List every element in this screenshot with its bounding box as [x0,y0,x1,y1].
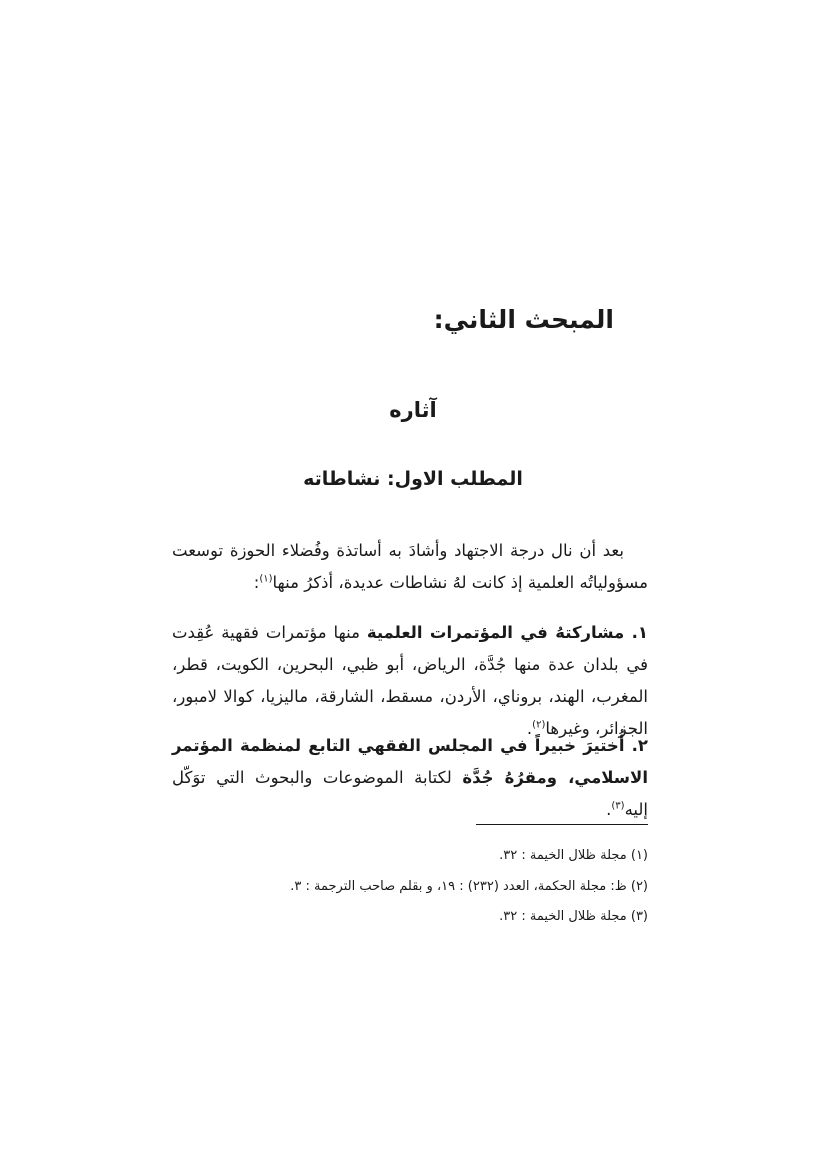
intro-paragraph [172,535,648,599]
list-item-conferences [172,617,648,745]
footnote-3: (٣) مجلة ظلال الخيمة : ٣٢. [499,909,648,924]
chapter-heading: آثاره [389,398,437,422]
item-1-end: . [526,719,533,738]
subsection-heading: المطلب الاول: نشاطاته [303,468,523,490]
footnote-divider [476,824,648,825]
item-2-end: . [606,800,612,819]
section-heading: المبحث الثاني: [433,305,614,334]
item-2-text: لكتابة الموضوعات والبحوث التي توَكّل إليه [172,768,648,819]
footnote-ref-2: (٢) [532,719,546,731]
footnote-ref-1: (١) [259,573,273,585]
item-1-text: منها مؤتمرات فقهية عُقِدت في بلدان عدة منها جُدَّة، الرياض، أبو ظبي، البحرين، الكويت، قطر، المغرب، الهند، بروناي، الأردن، مسقط، الشارقة، ماليزيا، كوالا لامبور، الجزائر، وغيرها [172,623,648,738]
footnote-1: (١) مجلة ظلال الخيمة : ٣٢. [499,848,648,863]
list-item-council-expert [172,730,648,826]
footnote-2: (٢) ظ: مجلة الحكمة، العدد (٢٣٢) : ١٩، و بقلم صاحب الترجمة : ٣. [290,879,648,894]
footnote-ref-3: (٣) [611,800,625,812]
intro-text: بعد أن نال درجة الاجتهاد وأشادَ به أساتذة وفُضلاء الحوزة توسعت مسؤولياتُه العلمية إذ كانت لهُ نشاطات عديدة، أذكرُ منها [172,541,648,592]
item-1-lead: ١. مشاركتهُ في المؤتمرات العلمية [366,623,648,642]
item-2-lead: ٢. أُختيرَ خبيراً في المجلس الفقهي التابع لمنظمة المؤتمر الاسلامي، ومقرُهُ جُدَّة [172,736,648,787]
intro-end: : [253,573,260,592]
